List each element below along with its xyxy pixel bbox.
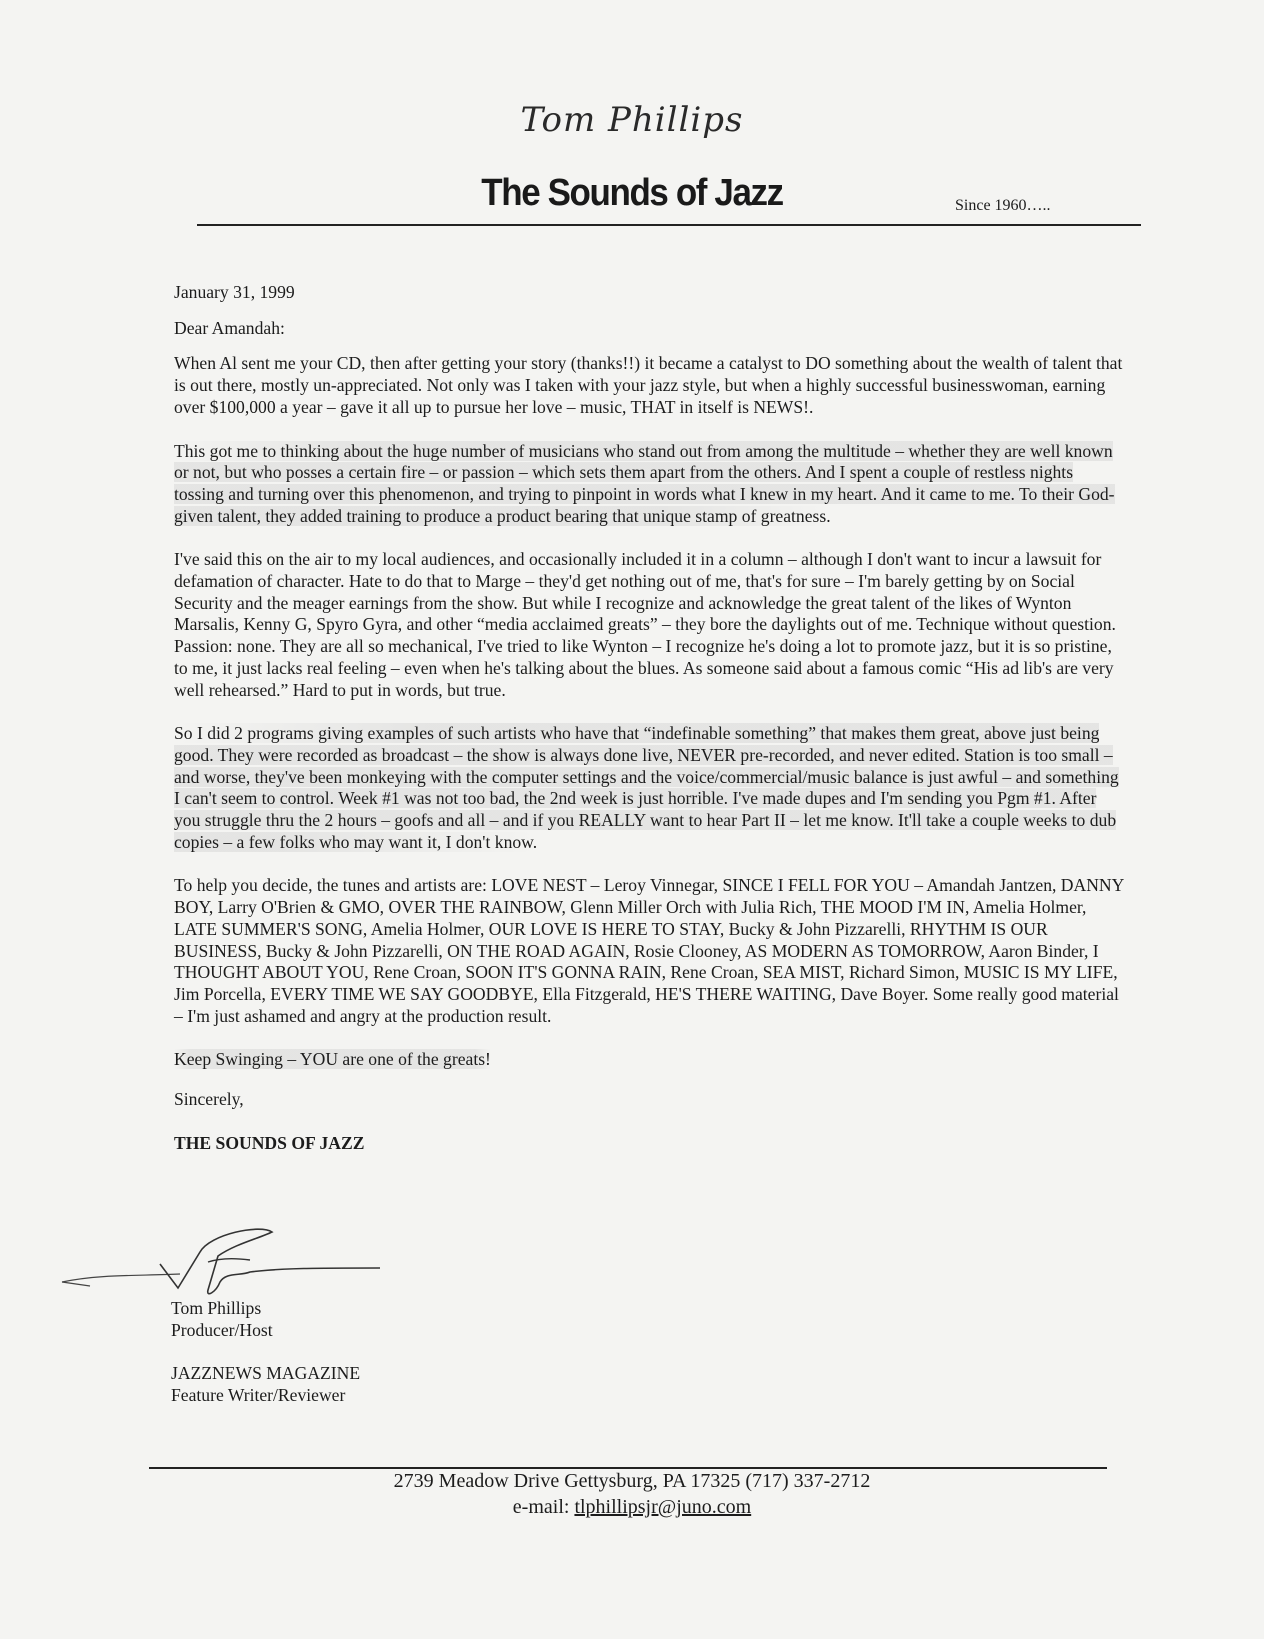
header-divider [197, 224, 1141, 226]
signer-title: Producer/Host [171, 1319, 273, 1340]
paragraph-2-text: This got me to thinking about the huge number of musicians who stand out from among the multitude – whether they are well known or not, but who posses a certain fire – or passion – which sets them apart from the others. And I spent a couple of restless nights tossing and turning over this phenomenon, and trying to pinpoint in words what I knew in my heart. And it came to me. To their God-given talent, they added training to produce a product bearing that unique stamp of greatness. [174, 440, 1115, 526]
organization-name: THE SOUNDS OF JAZZ [174, 1132, 365, 1153]
paragraph-3: I've said this on the air to my local audiences, and occasionally included it in a column – although I don't want to incur a lawsuit for defamation of character. Hate to do that to Marge – they'd get nothing out of me, that's for sure – I'm barely getting by on Social Security and the meager earnings from the show. But while I recognize and acknowledge the great talent of the likes of Wynton Marsalis, Kenny G, Spyro Gyra, and other “media acclaimed greats” – they bore the daylights out of me. Technique without question. Passion: none. They are all so mechanical, I've tried to like Wynton – I recognize he's doing a lot to promote jazz, but it is so pristine, to me, it just lacks real feeling – even when he's talking about the blues. As someone said about a famous comic “His ad lib's are very well rehearsed.” Hard to put in words, but true. [174, 549, 1116, 700]
letterhead-brand: The Sounds of Jazz [481, 172, 783, 214]
paragraph-5: To help you decide, the tunes and artists are: LOVE NEST – Leroy Vinnegar, SINCE I FELL FOR YOU – Amandah Jantzen, DANNY BOY, Larry O'Brien & GMO, OVER THE RAINBOW, Glenn Miller Orch with Julia Rich, THE MOOD I'M IN, Amelia Holmer, LATE SUMMER'S SONG, Amelia Holmer, OUR LOVE IS HERE TO STAY, Bucky & John Pizzarelli, RHYTHM IS OUR BUSINESS, Bucky & John Pizzarelli, ON THE ROAD AGAIN, Rosie Clooney, AS MODERN AS TOMORROW, Aaron Binder, I THOUGHT ABOUT YOU, Rene Croan, SOON IT'S GONNA RAIN, Rene Croan, SEA MIST, Richard Simon, MUSIC IS MY LIFE, Jim Porcella, EVERY TIME WE SAY GOODBYE, Ella Fitzgerald, HE'S THERE WAITING, Dave Boyer. Some really good material – I'm just ashamed and angry at the production result. [174, 875, 1124, 1026]
footer-email-line [0, 1494, 1264, 1520]
signer-publication: JAZZNEWS MAGAZINE [171, 1363, 361, 1384]
signer-pub-role: Feature Writer/Reviewer [171, 1385, 346, 1406]
letterhead-script-name: Tom Phillips [520, 100, 744, 140]
letter-body [174, 282, 1124, 1155]
letter-date: January 31, 1999 [174, 282, 295, 302]
handwritten-signature [60, 1224, 400, 1304]
letter-salutation: Dear Amandah: [174, 317, 285, 338]
signer-block [171, 1298, 360, 1407]
closing-line-text: Keep Swinging – YOU are one of the greats! [174, 1049, 491, 1070]
paragraph-4-text: So I did 2 programs giving examples of such artists who have that “indefinable something” that makes them great, above just being good. They were recorded as broadcast – the show is always done live, NEVER pre-recorded, and never edited. Station is too small – and worse, they've been monkeying with the computer settings and the voice/commercial/music balance is just awful – and something I can't seem to control. Week #1 was not too bad, the 2nd week is just horrible. I've made dupes and I'm sending you Pgm #1. After you struggle thru the 2 hours – goofs and all – and if you REALLY want to hear Part II – let me know. It'll take a couple weeks to dub copies – a few folks who may want it, I don't know. [174, 723, 1119, 852]
footer-email-link[interactable]: tlphillipsjr@juno.com [574, 1496, 752, 1518]
letterhead-since: Since 1960….. [955, 197, 1051, 214]
paragraph-4 [174, 723, 1124, 853]
footer-email-label: e-mail: [512, 1496, 570, 1518]
paragraph-1: When Al sent me your CD, then after getting your story (thanks!!) it became a catalyst to DO something about the wealth of talent that is out there, mostly un-appreciated. Not only was I taken with your jazz style, but when a highly successful businesswoman, earning over $100,000 a year – gave it all up to pursue her love – music, THAT in itself is NEWS!. [174, 353, 1123, 417]
signer-name: Tom Phillips [171, 1298, 262, 1318]
valediction: Sincerely, [174, 1089, 244, 1110]
footer [0, 1468, 1264, 1520]
paragraph-2 [174, 441, 1124, 528]
closing-line [174, 1049, 1124, 1071]
footer-address: 2739 Meadow Drive Gettysburg, PA 17325 (717) 337-2712 [393, 1470, 871, 1492]
